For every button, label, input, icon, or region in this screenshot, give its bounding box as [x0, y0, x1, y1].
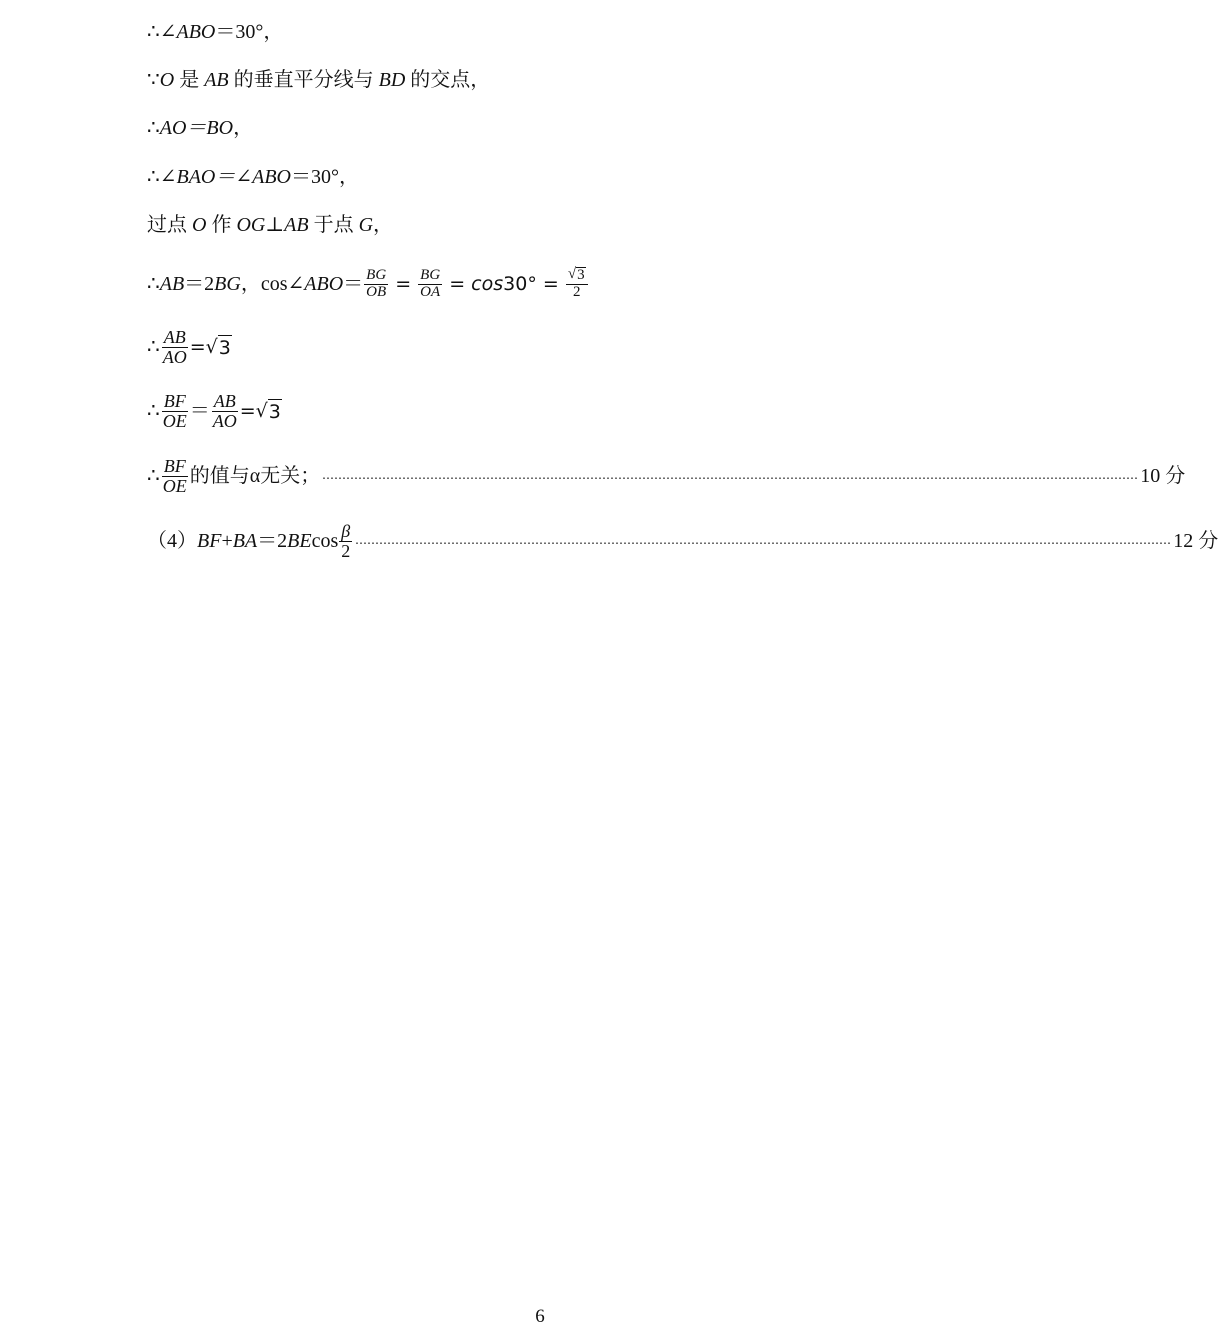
equals-sign: = — [189, 336, 206, 358]
solution-line-9 — [147, 451, 1186, 501]
text: 于点 — [308, 214, 359, 236]
fraction-numerator: BG — [420, 266, 441, 283]
punctuation: ， — [373, 214, 394, 236]
fraction-denominator: 2 — [341, 540, 351, 561]
text: 作 — [206, 214, 237, 236]
equals-sign: = — [239, 400, 256, 422]
cos-function: cos — [471, 273, 504, 295]
fraction-denominator: AO — [162, 346, 187, 367]
fraction-numerator: BG — [366, 266, 387, 283]
math-term: AB — [159, 273, 185, 295]
cos-function: cos — [311, 530, 339, 552]
math-term: ，cos∠ — [240, 273, 305, 295]
math-term: BA — [232, 530, 258, 552]
text: 过点 — [147, 214, 192, 236]
solution-line-8 — [147, 386, 919, 436]
point-o: O — [192, 214, 207, 236]
therefore-symbol: ∴ — [147, 117, 160, 139]
solution-line-7 — [147, 322, 919, 372]
fraction-denominator: AO — [212, 410, 237, 431]
sqrt-icon: √ — [205, 335, 218, 358]
fraction-bg-oa — [418, 268, 442, 301]
square-root — [568, 267, 586, 284]
text: 的交点， — [405, 69, 491, 91]
fraction-bg-ob — [364, 268, 388, 301]
fraction-denominator: OB — [366, 283, 387, 300]
point-g: G — [358, 214, 374, 236]
fraction-ab-ao — [211, 392, 239, 431]
perpendicular-symbol: ⊥ — [265, 214, 285, 236]
punctuation: ， — [233, 117, 254, 139]
angle-value: ＝30°， — [291, 166, 360, 188]
solution-line-6 — [147, 262, 919, 306]
therefore-symbol: ∴ — [147, 166, 160, 188]
text: 是 — [174, 69, 205, 91]
fraction-ab-ao — [161, 328, 189, 367]
solution-line-4 — [147, 165, 919, 189]
segment-ab: AB — [204, 69, 229, 91]
math-term: ＝2 — [257, 530, 288, 552]
point-o: O — [159, 69, 175, 91]
solution-line-10 — [147, 516, 1218, 566]
math-term: ＝ — [343, 273, 364, 295]
equals-sign: = — [389, 273, 418, 295]
therefore-symbol: ∴ — [147, 465, 160, 487]
angle-value: ＝30°， — [215, 21, 284, 43]
fraction-bf-oe — [161, 392, 189, 431]
equation: AO＝BO — [159, 117, 234, 139]
dot-leader: ............................................................................................................................................................................................................ — [322, 468, 1139, 483]
segment-bd: BD — [378, 69, 406, 91]
score-label: 10 分 — [1140, 465, 1186, 487]
therefore-symbol: ∴ — [147, 21, 160, 43]
angle-expression: ∠ABO — [159, 21, 216, 43]
score-label: 12 分 — [1173, 530, 1218, 552]
fraction-numerator: BF — [163, 390, 186, 411]
solution-line-2 — [147, 68, 919, 92]
conclusion-text: 的值与α无关； — [189, 465, 321, 487]
page-number: 6 — [535, 1306, 545, 1327]
angle-equation: ∠BAO＝∠ABO — [159, 166, 292, 188]
because-symbol: ∵ — [147, 69, 160, 91]
solution-line-1 — [147, 20, 919, 44]
sqrt-icon: √ — [255, 399, 268, 422]
fraction-bf-oe — [161, 457, 189, 496]
fraction-denominator: OE — [162, 410, 187, 431]
part-label: （4） — [147, 530, 197, 552]
therefore-symbol: ∴ — [147, 400, 160, 422]
fraction-root3-over-2 — [566, 267, 588, 301]
angle-value: 30° — [503, 273, 537, 295]
text: 的垂直平分线与 — [228, 69, 379, 91]
therefore-symbol: ∴ — [147, 273, 160, 295]
segment-ab: AB — [284, 214, 309, 236]
dot-leader: ............................................................................................................................................................................................................ — [355, 533, 1172, 548]
fraction-numerator: AB — [213, 390, 236, 411]
equals-sign: ＝ — [189, 400, 210, 422]
math-term: + — [221, 530, 233, 552]
math-term: ＝2 — [184, 273, 215, 295]
radicand: 3 — [577, 267, 585, 284]
math-term: BG — [214, 273, 241, 295]
fraction-denominator: OA — [420, 283, 441, 300]
equals-sign: = — [536, 273, 565, 295]
sqrt-icon: √ — [567, 266, 577, 283]
equals-sign: = — [443, 273, 472, 295]
fraction-beta-over-2 — [339, 522, 352, 561]
radicand: 3 — [268, 400, 281, 423]
math-term: ABO — [304, 273, 344, 295]
square-root — [206, 335, 232, 360]
fraction-denominator: OE — [162, 475, 187, 496]
segment-og: OG — [236, 214, 266, 236]
fraction-denominator: 2 — [572, 284, 581, 300]
fraction-numerator: β — [341, 520, 351, 541]
fraction-numerator: BF — [163, 455, 186, 476]
solution-line-3 — [147, 116, 919, 140]
square-root — [256, 399, 282, 424]
solution-line-5 — [147, 213, 919, 237]
fraction-numerator — [566, 267, 588, 285]
math-term: BF — [197, 530, 222, 552]
therefore-symbol: ∴ — [147, 336, 160, 358]
radicand: 3 — [218, 336, 231, 359]
fraction-numerator: AB — [163, 326, 186, 347]
math-term: BE — [287, 530, 312, 552]
